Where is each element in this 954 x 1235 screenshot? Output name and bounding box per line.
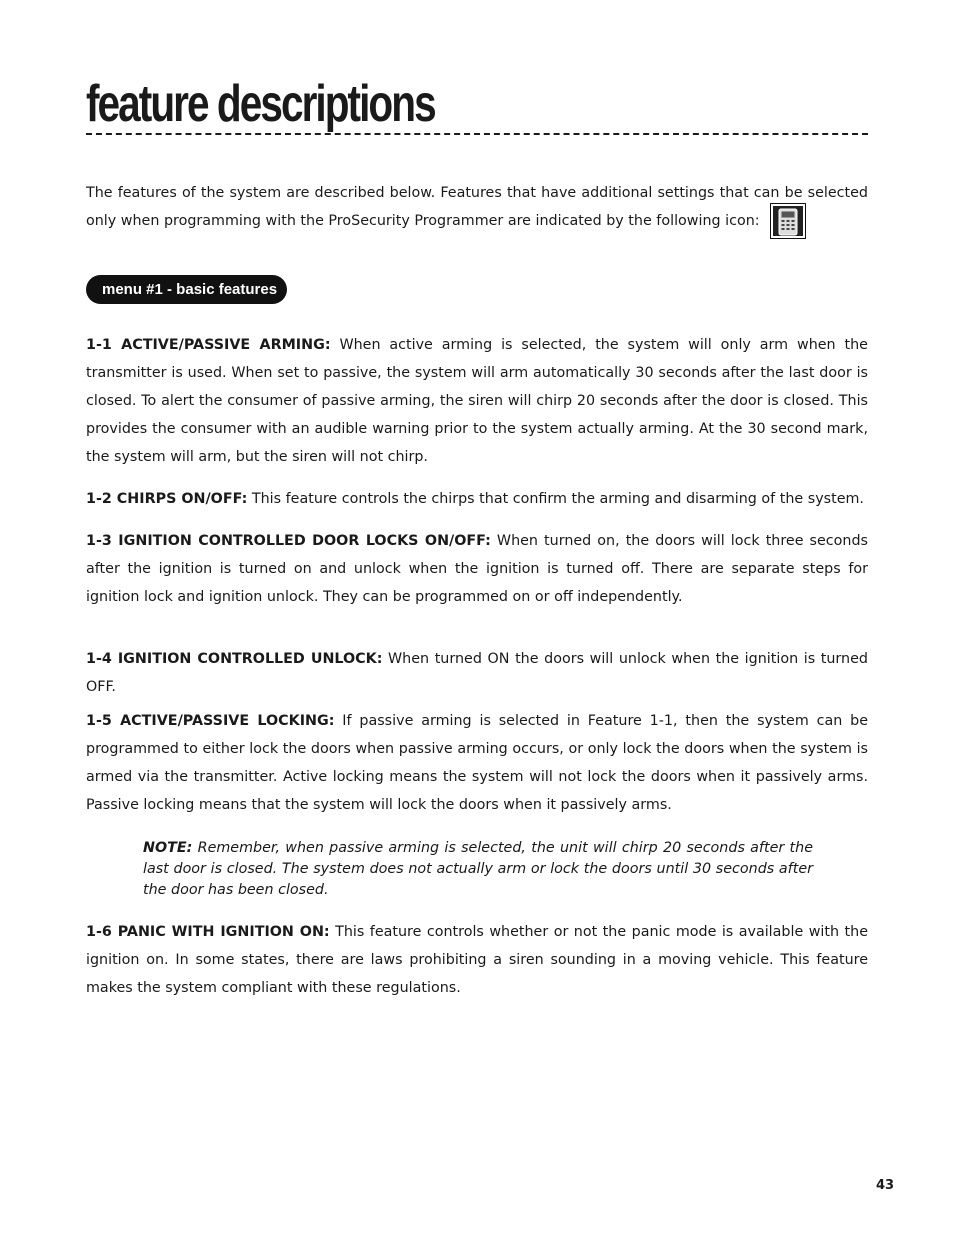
programmer-icon xyxy=(770,203,806,239)
feature-body: This feature controls whether or not the panic mode is available with the ignition on. In some states, there are laws prohibiting a siren sounding in a moving vehicle. This feature makes the system compliant with these regulations. xyxy=(86,924,868,996)
feature-heading: 1-5 ACTIVE/PASSIVE LOCKING: xyxy=(86,713,335,729)
feature-1-1 xyxy=(86,331,868,471)
feature-heading: 1-1 ACTIVE/PASSIVE ARMING: xyxy=(86,337,331,353)
feature-1-3 xyxy=(86,527,868,611)
intro-paragraph xyxy=(86,179,868,243)
feature-body: When turned ON the doors will unlock when the ignition is turned OFF. xyxy=(86,651,868,695)
feature-body: When turned on, the doors will lock three seconds after the ignition is turned on and unlock when the ignition is turned off. There are separate steps for ignition lock and ignition unlock. They can be programmed on or off independently. xyxy=(86,533,868,605)
menu-section-label: menu #1 - basic features xyxy=(86,275,287,304)
feature-body: When active arming is selected, the system will only arm when the transmitter is used. When set to passive, the system will arm automatically 30 seconds after the last door is closed. To alert the consumer of passive arming, the siren will chirp 20 seconds after the door is closed. This provides the consumer with an audible warning prior to the system actually arming. At the 30 second mark, the system will arm, but the siren will not chirp. xyxy=(86,337,868,465)
feature-heading: 1-6 PANIC WITH IGNITION ON: xyxy=(86,924,330,940)
page-title: feature descriptions xyxy=(86,75,435,133)
note-label: NOTE: xyxy=(143,840,193,856)
note-block xyxy=(143,838,813,901)
feature-body: This feature controls the chirps that confirm the arming and disarming of the system. xyxy=(247,491,864,507)
title-dashed-rule xyxy=(86,133,868,135)
feature-1-2 xyxy=(86,485,868,513)
feature-1-6 xyxy=(86,918,868,1002)
feature-1-5 xyxy=(86,707,868,819)
feature-heading: 1-4 IGNITION CONTROLLED UNLOCK: xyxy=(86,651,383,667)
intro-text: The features of the system are described below. Features that have additional settings that can be selected only when programming with the ProSecurity Programmer are indicated by the following icon: xyxy=(86,185,868,229)
feature-body: If passive arming is selected in Feature 1-1, then the system can be programmed to either lock the doors when passive arming occurs, or only lock the doors when the system is armed via the transmitter. Active locking means the system will not lock the doors when it passively arms. Passive locking means that the system will lock the doors when it passively arms. xyxy=(86,713,868,813)
note-text: Remember, when passive arming is selected, the unit will chirp 20 seconds after the last door is closed. The system does not actually arm or lock the doors until 30 seconds after the door has been closed. xyxy=(143,840,813,898)
feature-1-4 xyxy=(86,645,868,701)
page-number: 43 xyxy=(876,1178,895,1193)
feature-heading: 1-2 CHIRPS ON/OFF: xyxy=(86,491,248,507)
feature-heading: 1-3 IGNITION CONTROLLED DOOR LOCKS ON/OFF: xyxy=(86,533,491,549)
